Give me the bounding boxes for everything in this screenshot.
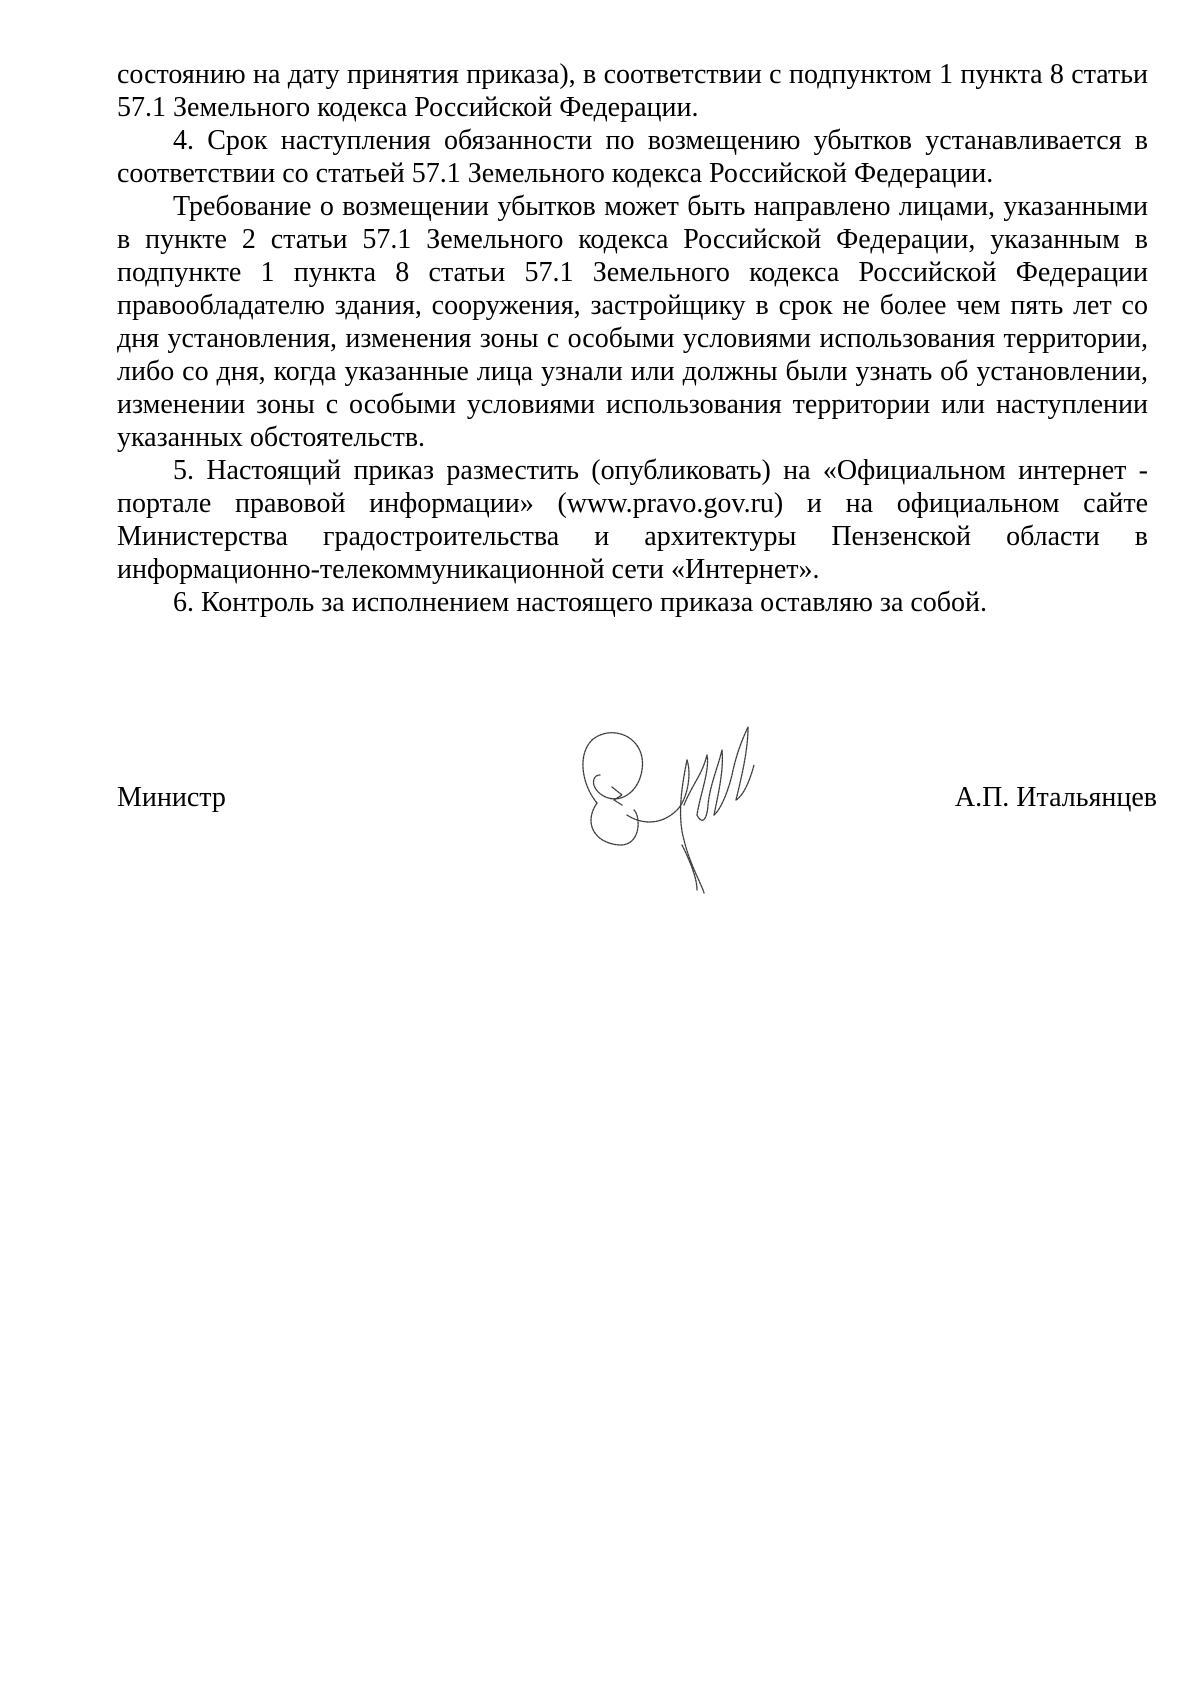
paragraph-continuation: состоянию на дату принятия приказа), в соответствии с подпунктом 1 пункта 8 статьи 57.1 Земельного кодекса Российской Федерации. [117,59,1148,123]
signer-position: Министр [117,782,226,813]
paragraph-item-4: 4. Срок наступления обязанности по возмещению убытков устанавливается в соответствии со статьей 57.1 Земельного кодекса Российской Федерации. [117,125,1148,189]
handwritten-signature-icon [522,715,792,895]
paragraph-claim-requirement: Требование о возмещении убытков может быть направлено лицами, указанными в пункте 2 статьи 57.1 Земельного кодекса Российской Федерации, указанным в подпункте 1 пункта 8 статьи 57.1 Земельного кодекса Российской Федерации правообладателю здания, сооружения, застройщику в срок не более чем пять лет со дня установления, изменения зоны с особыми условиями использования территории, либо со дня, когда указанные лица узнали или должны были узнать об установлении, изменении зоны с особыми условиями использования территории или наступлении указанных обстоятельств. [117,191,1148,453]
paragraph-item-5: 5. Настоящий приказ разместить (опубликовать) на «Официальном интернет - портале правовой информации» (www.pravo.gov.ru) и на официальном сайте Министерства градостроительства и архитектуры Пензенской области в информационно-телекоммуникационной сети «Интернет». [117,455,1148,585]
signer-name: А.П. Итальянцев [954,782,1157,813]
paragraph-item-6: 6. Контроль за исполнением настоящего приказа оставляю за собой. [173,587,988,618]
document-body [117,58,1148,619]
